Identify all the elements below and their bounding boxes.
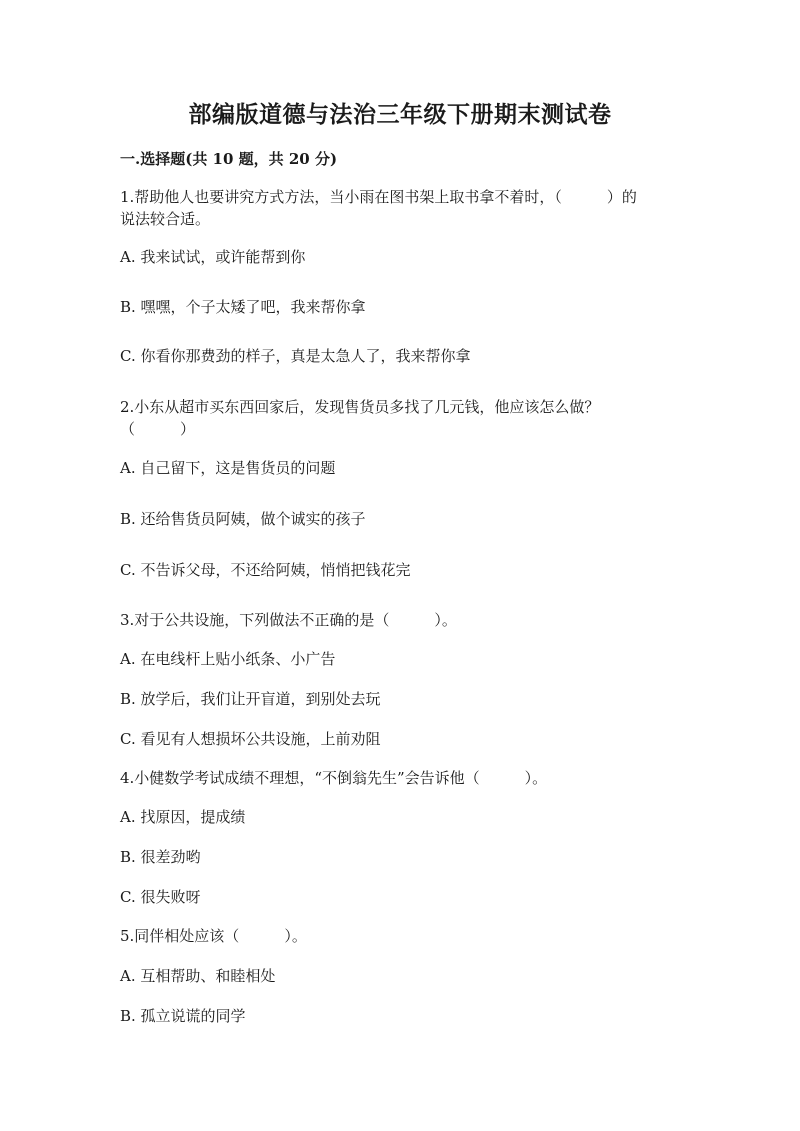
question-4-stem: 4.小健数学考试成绩不理想，“不倒翁先生”会告诉他（ ）。 [120,769,548,787]
question-2-option-b: B. 还给售货员阿姨，做个诚实的孩子 [120,510,366,528]
question-1-stem-line-2: 说法较合适。 [120,210,211,228]
question-2-stem-line-1: 2.小东从超市买东西回家后，发现售货员多找了几元钱，他应该怎么做？ [120,398,600,416]
question-4-option-b: B. 很差劲哟 [120,848,201,866]
question-5-option-a: A. 互相帮助、和睦相处 [120,967,276,985]
question-1-option-b: B. 嘿嘿，个子太矮了吧，我来帮你拿 [120,298,366,316]
question-3-stem: 3.对于公共设施，下列做法不正确的是（ ）。 [120,611,457,629]
question-4-option-c: C. 很失败呀 [120,888,201,906]
question-1-stem-line-1: 1.帮助他人也要讲究方式方法，当小雨在图书架上取书拿不着时，（ ）的 [120,188,637,206]
question-1-option-a: A. 我来试试，或许能帮到你 [120,248,306,266]
question-2-stem [120,396,690,440]
question-3-option-a: A. 在电线杆上贴小纸条、小广告 [120,650,336,668]
question-5-option-b: B. 孤立说谎的同学 [120,1007,246,1025]
question-1-stem [120,186,690,230]
question-2-option-c: C. 不告诉父母，不还给阿姨，悄悄把钱花完 [120,561,411,579]
section-heading: 一.选择题(共 10 题，共 20 分) [120,150,338,168]
question-5-stem: 5.同伴相处应该（ ）。 [120,927,307,945]
question-2-stem-line-2: （ ） [120,420,196,438]
page-title: 部编版道德与法治三年级下册期末测试卷 [188,101,612,128]
question-3-option-c: C. 看见有人想损坏公共设施，上前劝阻 [120,730,381,748]
question-2-option-a: A. 自己留下，这是售货员的问题 [120,459,336,477]
question-1-option-c: C. 你看你那费劲的样子，真是太急人了，我来帮你拿 [120,347,471,365]
question-4-option-a: A. 找原因，提成绩 [120,808,246,826]
question-3-option-b: B. 放学后，我们让开盲道，到别处去玩 [120,690,381,708]
